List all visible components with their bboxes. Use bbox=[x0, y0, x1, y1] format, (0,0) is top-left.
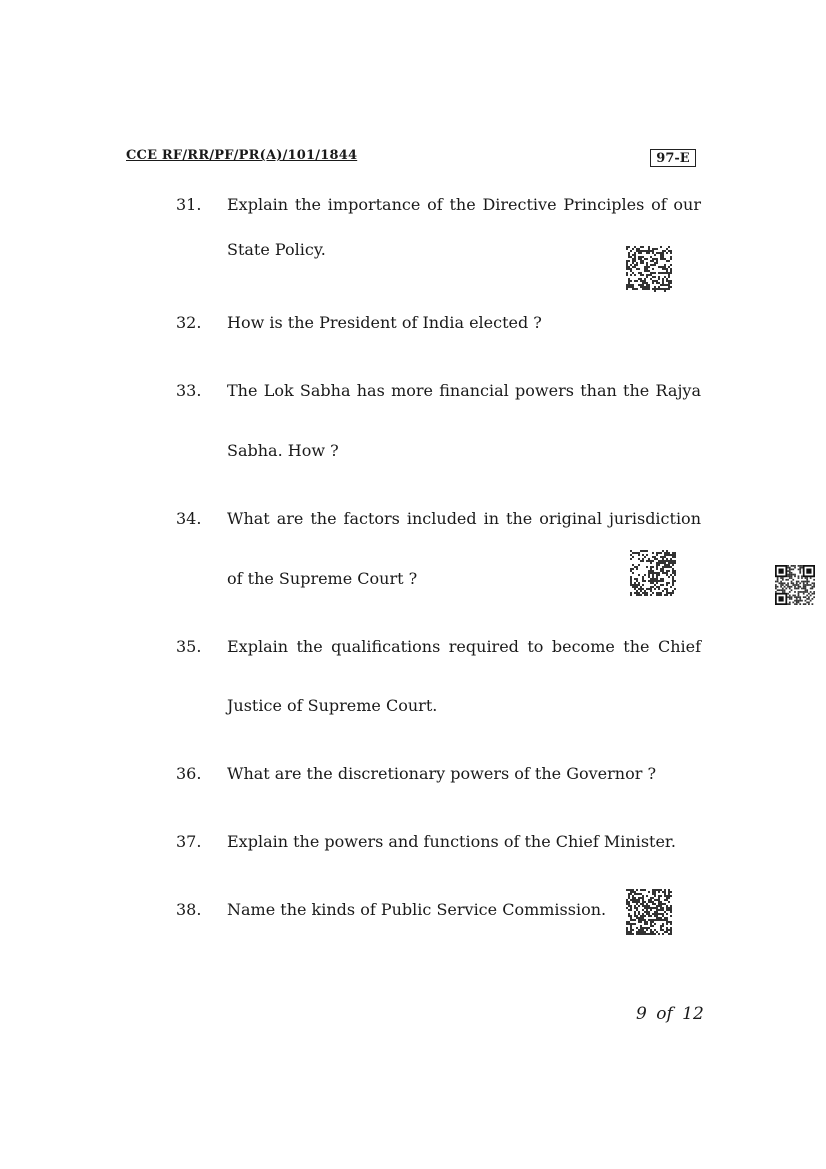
qr-code-icon bbox=[775, 565, 815, 605]
paper-code-box: 97-E bbox=[650, 149, 696, 167]
question-text-line: Name the kinds of Public Service Commission. bbox=[227, 900, 607, 919]
question-text-line: Explain the qualifications required to become the Chief bbox=[227, 637, 701, 656]
question-text-line: Justice of Supreme Court. bbox=[227, 696, 438, 715]
question-number: 33. bbox=[176, 381, 202, 400]
question-number: 36. bbox=[176, 764, 202, 783]
question-number: 31. bbox=[176, 195, 202, 214]
question-text-line: What are the discretionary powers of the Governor ? bbox=[227, 764, 657, 783]
question-text-line: Sabha. How ? bbox=[227, 441, 339, 460]
question-text-line: Explain the importance of the Directive Principles of our bbox=[227, 195, 701, 214]
question-text-line: How is the President of India elected ? bbox=[227, 313, 542, 332]
question-text-line: State Policy. bbox=[227, 240, 326, 259]
page-number: 9 of 12 bbox=[636, 1004, 704, 1024]
question-number: 35. bbox=[176, 637, 202, 656]
header-code: CCE RF/RR/PF/PR(A)/101/1844 bbox=[126, 148, 358, 163]
question-number: 37. bbox=[176, 832, 202, 851]
question-text-line: Explain the powers and functions of the Chief Minister. bbox=[227, 832, 676, 851]
question-number: 34. bbox=[176, 509, 202, 528]
question-text-line: What are the factors included in the original jurisdiction bbox=[227, 509, 701, 528]
question-text-line: The Lok Sabha has more financial powers than the Rajya bbox=[227, 381, 701, 400]
question-number: 38. bbox=[176, 900, 202, 919]
qr-code-icon bbox=[630, 550, 676, 596]
question-text-line: of the Supreme Court ? bbox=[227, 569, 418, 588]
qr-code-icon bbox=[626, 246, 672, 292]
qr-code-icon bbox=[626, 889, 672, 935]
question-number: 32. bbox=[176, 313, 202, 332]
